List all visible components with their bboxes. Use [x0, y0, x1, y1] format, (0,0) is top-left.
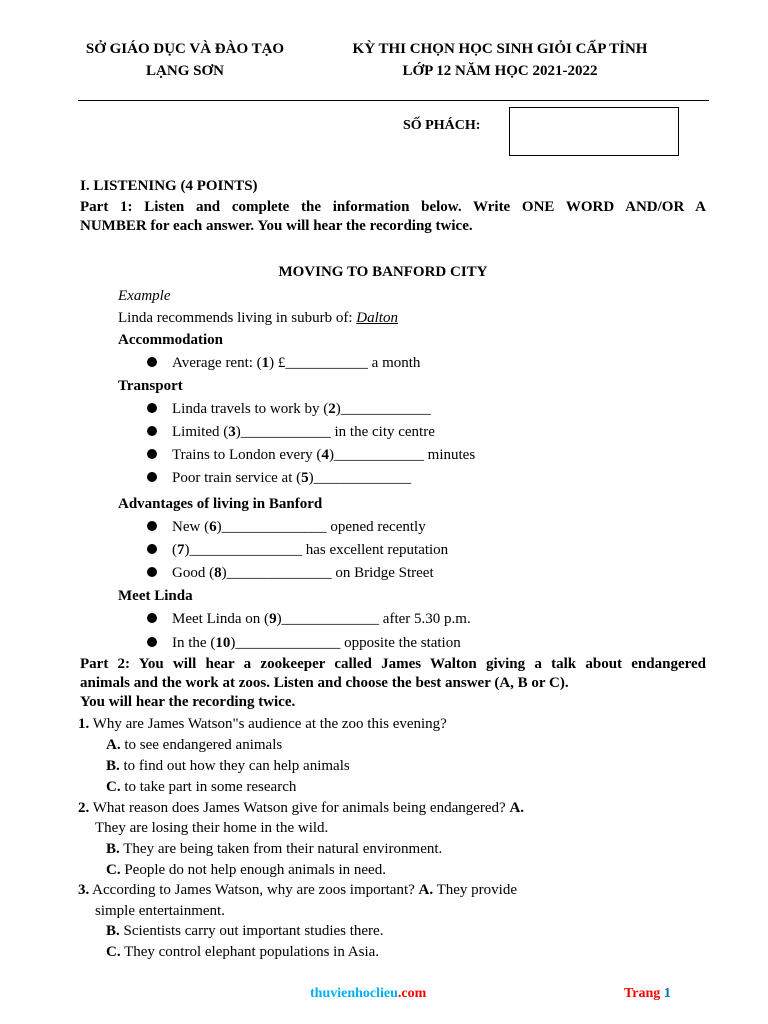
so-phach-label: SỐ PHÁCH: — [403, 118, 481, 133]
exam-year: LỚP 12 NĂM HỌC 2021-2022 — [402, 63, 598, 79]
bullet-icon — [147, 613, 157, 623]
question-6: New (6)______________ opened recently — [172, 519, 426, 535]
mcq-1-option-a: A. to see endangered animals — [106, 737, 283, 753]
heading-advantages: Advantages of living in Banford — [118, 496, 323, 512]
mcq-1-option-c: C. to take part in some research — [106, 779, 297, 795]
heading-meet-linda: Meet Linda — [118, 588, 193, 604]
example-text: Linda recommends living in suburb of: — [118, 310, 357, 326]
footer-website-link[interactable]: thuvienhoclieu.com — [310, 986, 427, 1001]
form-title: MOVING TO BANFORD CITY — [278, 264, 488, 280]
mcq-1: 1. Why are James Watson"s audience at the zoo this evening? — [78, 716, 447, 732]
part2-instructions-line1: Part 2: You will hear a zookeeper called James Walton giving a talk about endangered — [80, 656, 706, 672]
bullet-icon — [147, 449, 157, 459]
part1-instructions-line2: NUMBER for each answer. You will hear the recording twice. — [80, 218, 473, 234]
department-name: SỞ GIÁO DỤC VÀ ĐÀO TẠO — [85, 41, 285, 57]
mcq-3-option-a-cont: simple entertainment. — [95, 903, 225, 919]
example-label: Example — [118, 288, 171, 304]
mcq-3-option-c: C. They control elephant populations in Asia. — [106, 944, 380, 960]
question-9: Meet Linda on (9)_____________ after 5.30 p.m. — [172, 611, 471, 627]
example-line — [118, 309, 398, 327]
question-10: In the (10)______________ opposite the station — [172, 635, 461, 651]
mcq-1-option-b: B. to find out how they can help animals — [106, 758, 350, 774]
part2-instructions-line2: animals and the work at zoos. Listen and choose the best answer (A, B or C). — [80, 675, 569, 691]
so-phach-box — [509, 107, 679, 156]
bullet-icon — [147, 637, 157, 647]
section-title: I. LISTENING (4 POINTS) — [80, 178, 258, 194]
part2-instructions-line3: You will hear the recording twice. — [80, 694, 296, 710]
question-3: Limited (3)____________ in the city centre — [172, 424, 435, 440]
part1-instructions-line1: Part 1: Listen and complete the information below. Write ONE WORD AND/OR A — [80, 199, 706, 215]
question-7: (7)_______________ has excellent reputation — [172, 542, 449, 558]
province-name: LẠNG SƠN — [146, 63, 224, 79]
mcq-2-option-c: C. People do not help enough animals in need. — [106, 862, 386, 878]
mcq-2: 2. What reason does James Watson give for animals being endangered? A. — [78, 800, 525, 816]
example-answer: Dalton — [356, 310, 398, 326]
bullet-icon — [147, 521, 157, 531]
question-8: Good (8)______________ on Bridge Street — [172, 565, 434, 581]
bullet-icon — [147, 357, 157, 367]
bullet-icon — [147, 567, 157, 577]
heading-accommodation: Accommodation — [118, 332, 223, 348]
exam-title: KỲ THI CHỌN HỌC SINH GIỎI CẤP TỈNH — [352, 41, 648, 57]
heading-transport: Transport — [118, 378, 183, 394]
header-divider — [78, 100, 709, 101]
mcq-3-option-b: B. Scientists carry out important studies there. — [106, 923, 384, 939]
mcq-2-option-a: They are losing their home in the wild. — [95, 820, 329, 836]
question-5: Poor train service at (5)_____________ — [172, 470, 412, 486]
question-1: Average rent: (1) £___________ a month — [172, 355, 421, 371]
bullet-icon — [147, 403, 157, 413]
mcq-2-option-b: B. They are being taken from their natural environment. — [106, 841, 443, 857]
mcq-3: 3. According to James Watson, why are zoos important? A. They provide — [78, 882, 517, 898]
bullet-icon — [147, 426, 157, 436]
question-2: Linda travels to work by (2)____________ — [172, 401, 431, 417]
bullet-icon — [147, 472, 157, 482]
question-4: Trains to London every (4)____________ minutes — [172, 447, 476, 463]
footer-page-number: Trang 1 — [624, 986, 671, 1001]
bullet-icon — [147, 544, 157, 554]
